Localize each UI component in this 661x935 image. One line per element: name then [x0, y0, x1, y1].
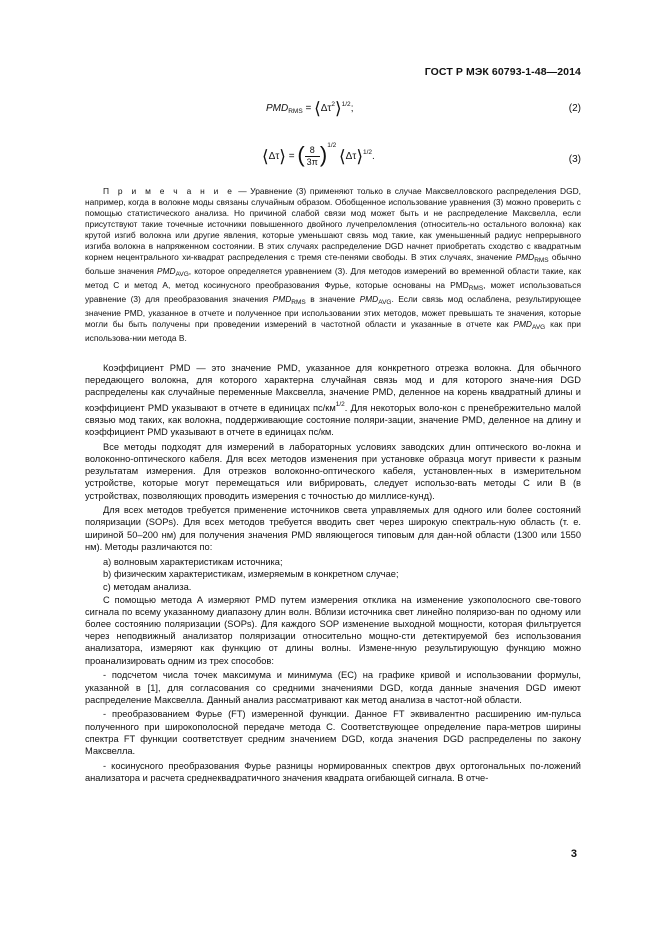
- dash-item-2: - преобразованием Фурье (FT) измеренной функции. Данное FT эквивалентно расширению им-пульса полученного при широкополосной передаче метода С. Соответствующее определение пара-метров ширины спектра FT функции соответствует средним значением DGD, когда значения DGD распределены по закону Максвелла.: [85, 709, 581, 757]
- equation-3: ⟨Δτ⟩ = ( $\frac{8}{3\pi}$ )$^{1/2}$ ⟨Δτ⟩$^{1/2}$.: [262, 142, 375, 167]
- note-label: П р и м е ч а н и е: [103, 186, 235, 196]
- equation-2: $PMD_{RMS}$ = $⟨\Delta\tau^2⟩^{1/2}$;: [266, 99, 354, 118]
- paragraph-sources: Для всех методов требуется применение источников света управляемых для одного или более состояний поляризации (SOPs). Для всех методов требуется вводить свет через широкую спектраль-ную область (т. е. шириной 50–200 нм) для получения значения PMD являющегося типовым для дан-ной области (1300 или 1550 нм). Методы различаются по:: [85, 505, 581, 552]
- fraction: $\frac{8}{3\pi}$: [306, 144, 318, 167]
- paragraph-methods: Все методы подходят для измерений в лабораторных условиях заводских длин оптического во-локна и волоконно-оптического кабеля. Для всех методов изменения при установке образца могут привести к разным результатам измерения. Для отрезков волоконно-оптического кабеля, установлен-ных в измерительном устройстве, которые могут перемещаться или вибрировать, следует использо-вать методы С или В (в устройствах, позволяющих проводить измерения с точностью до миллисе-кунд).: [85, 441, 581, 501]
- paragraph-method-a: С помощью метода А измеряют PMD путем измерения отклика на изменение узкополосного све-тового сигнала по всему указанному диапазону длин волн. Вблизи источника свет линейно поляризо-ван по одному или более состоянию поляризации (SOPs). Для каждого SOP изменение выходной мощности, которая фильтруется через неподвижный анализатор поляризации относительно мощно-сти детектируемой без использования анализатора, измеряют как функцию от длины волны. Измене-нную результирующую функцию можно проанализировать одним из трех способов:: [85, 594, 581, 666]
- standard-header: ГОСТ Р МЭК 60793-1-48—2014: [424, 66, 581, 78]
- equation-2-number: (2): [568, 103, 581, 114]
- main-text: [85, 362, 581, 787]
- list-item-c: c) методам анализа.: [103, 581, 192, 592]
- dash-item-1: - подсчетом числа точек максимума и минимума (EC) на графике кривой и использовании формулы, указанной в [1], для согласования со средними значениями DGD, когда данные значения DGD имеют распределение Максвелла. Данный анализ рассматривают как метод анализа в частот-ной области.: [85, 670, 581, 705]
- note-block: П р и м е ч а н и е — Уравнение (3) применяют только в случае Максвелловского распределения DGD, например, когда в волокне моды связаны случайным образом. Обобщенное использование уравнения (3) можно проверить с помощью статистического анализа. Но причиной слабой связи мод может быть и не распределение Максвелла, если присутствуют такие точечные источники повышенного двойного лучепреломления (относитель-но остального волокна) как крутой изгиб волокна или другие явления, которые уменьшают связь мод такие, как уменьшенный радиус непрерывного изгиба волокна в напряженном состоянии. В этих случаях распределение DGD начнет приобретать сходство с квадратным корнем нецентрального хи-квадрат распределения с тремя сте-пенями свободы. В этих случаях, значение $PMD_{RMS}$ обычно больше значения $PMD_{AVG}$, которое определяется уравнением (3). Для методов измерений во временной области такие, как метод C и метод A, метод косинусного преобразования Фурье, которые основаны на $PMD_{RMS}$, может использоваться уравнение (3) для преобразования значения $PMD_{RMS}$ в значение $PMD_{AVG}$. Если связь мод ослаблена, результирующее значение PMD, указанное в отчете и полученное при использовании этих методов, может превышать те значения, которые могли бы быть получены при проведении измерений в частотной области и указанные в отчете как $PMD_{AVG}$ как при использова-нии метода В.: [85, 186, 581, 343]
- page-number: 3: [570, 848, 577, 860]
- list-item-b: b) физическим характеристикам, измеряемым в конкретном случае;: [103, 569, 399, 580]
- list-item-a: а) волновым характеристикам источника;: [103, 556, 283, 567]
- paragraph-pmd-coefficient: Коэффициент PMD — это значение PMD, указанное для конкретного отрезка волокна. Для обычного передающего волокна, для которого характерна случайная связь мод и для которого значе-ния DGD распределены как случайные переменные Максвелла, значение PMD, деленное на корень квадратный длины и коэффициент PMD указывают в отчете в единицах $пс/км^{1/2}$. Для некоторых воло-кон с пренебрежительно малой связью мод таких, как волокна, поддерживающие состояние поляри-зации, значение PMD, деленное на длину и коэффициент PMD указывают в отчете в единицах пс/км.: [85, 363, 581, 438]
- equation-3-number: (3): [568, 154, 581, 165]
- dash-item-3: - косинусного преобразования Фурье разницы нормированных спектров двух ортогональных по-ложений анализатора и расчета среднеквадратичного значения квадрата огибающей сигнала. В отче-: [85, 760, 581, 783]
